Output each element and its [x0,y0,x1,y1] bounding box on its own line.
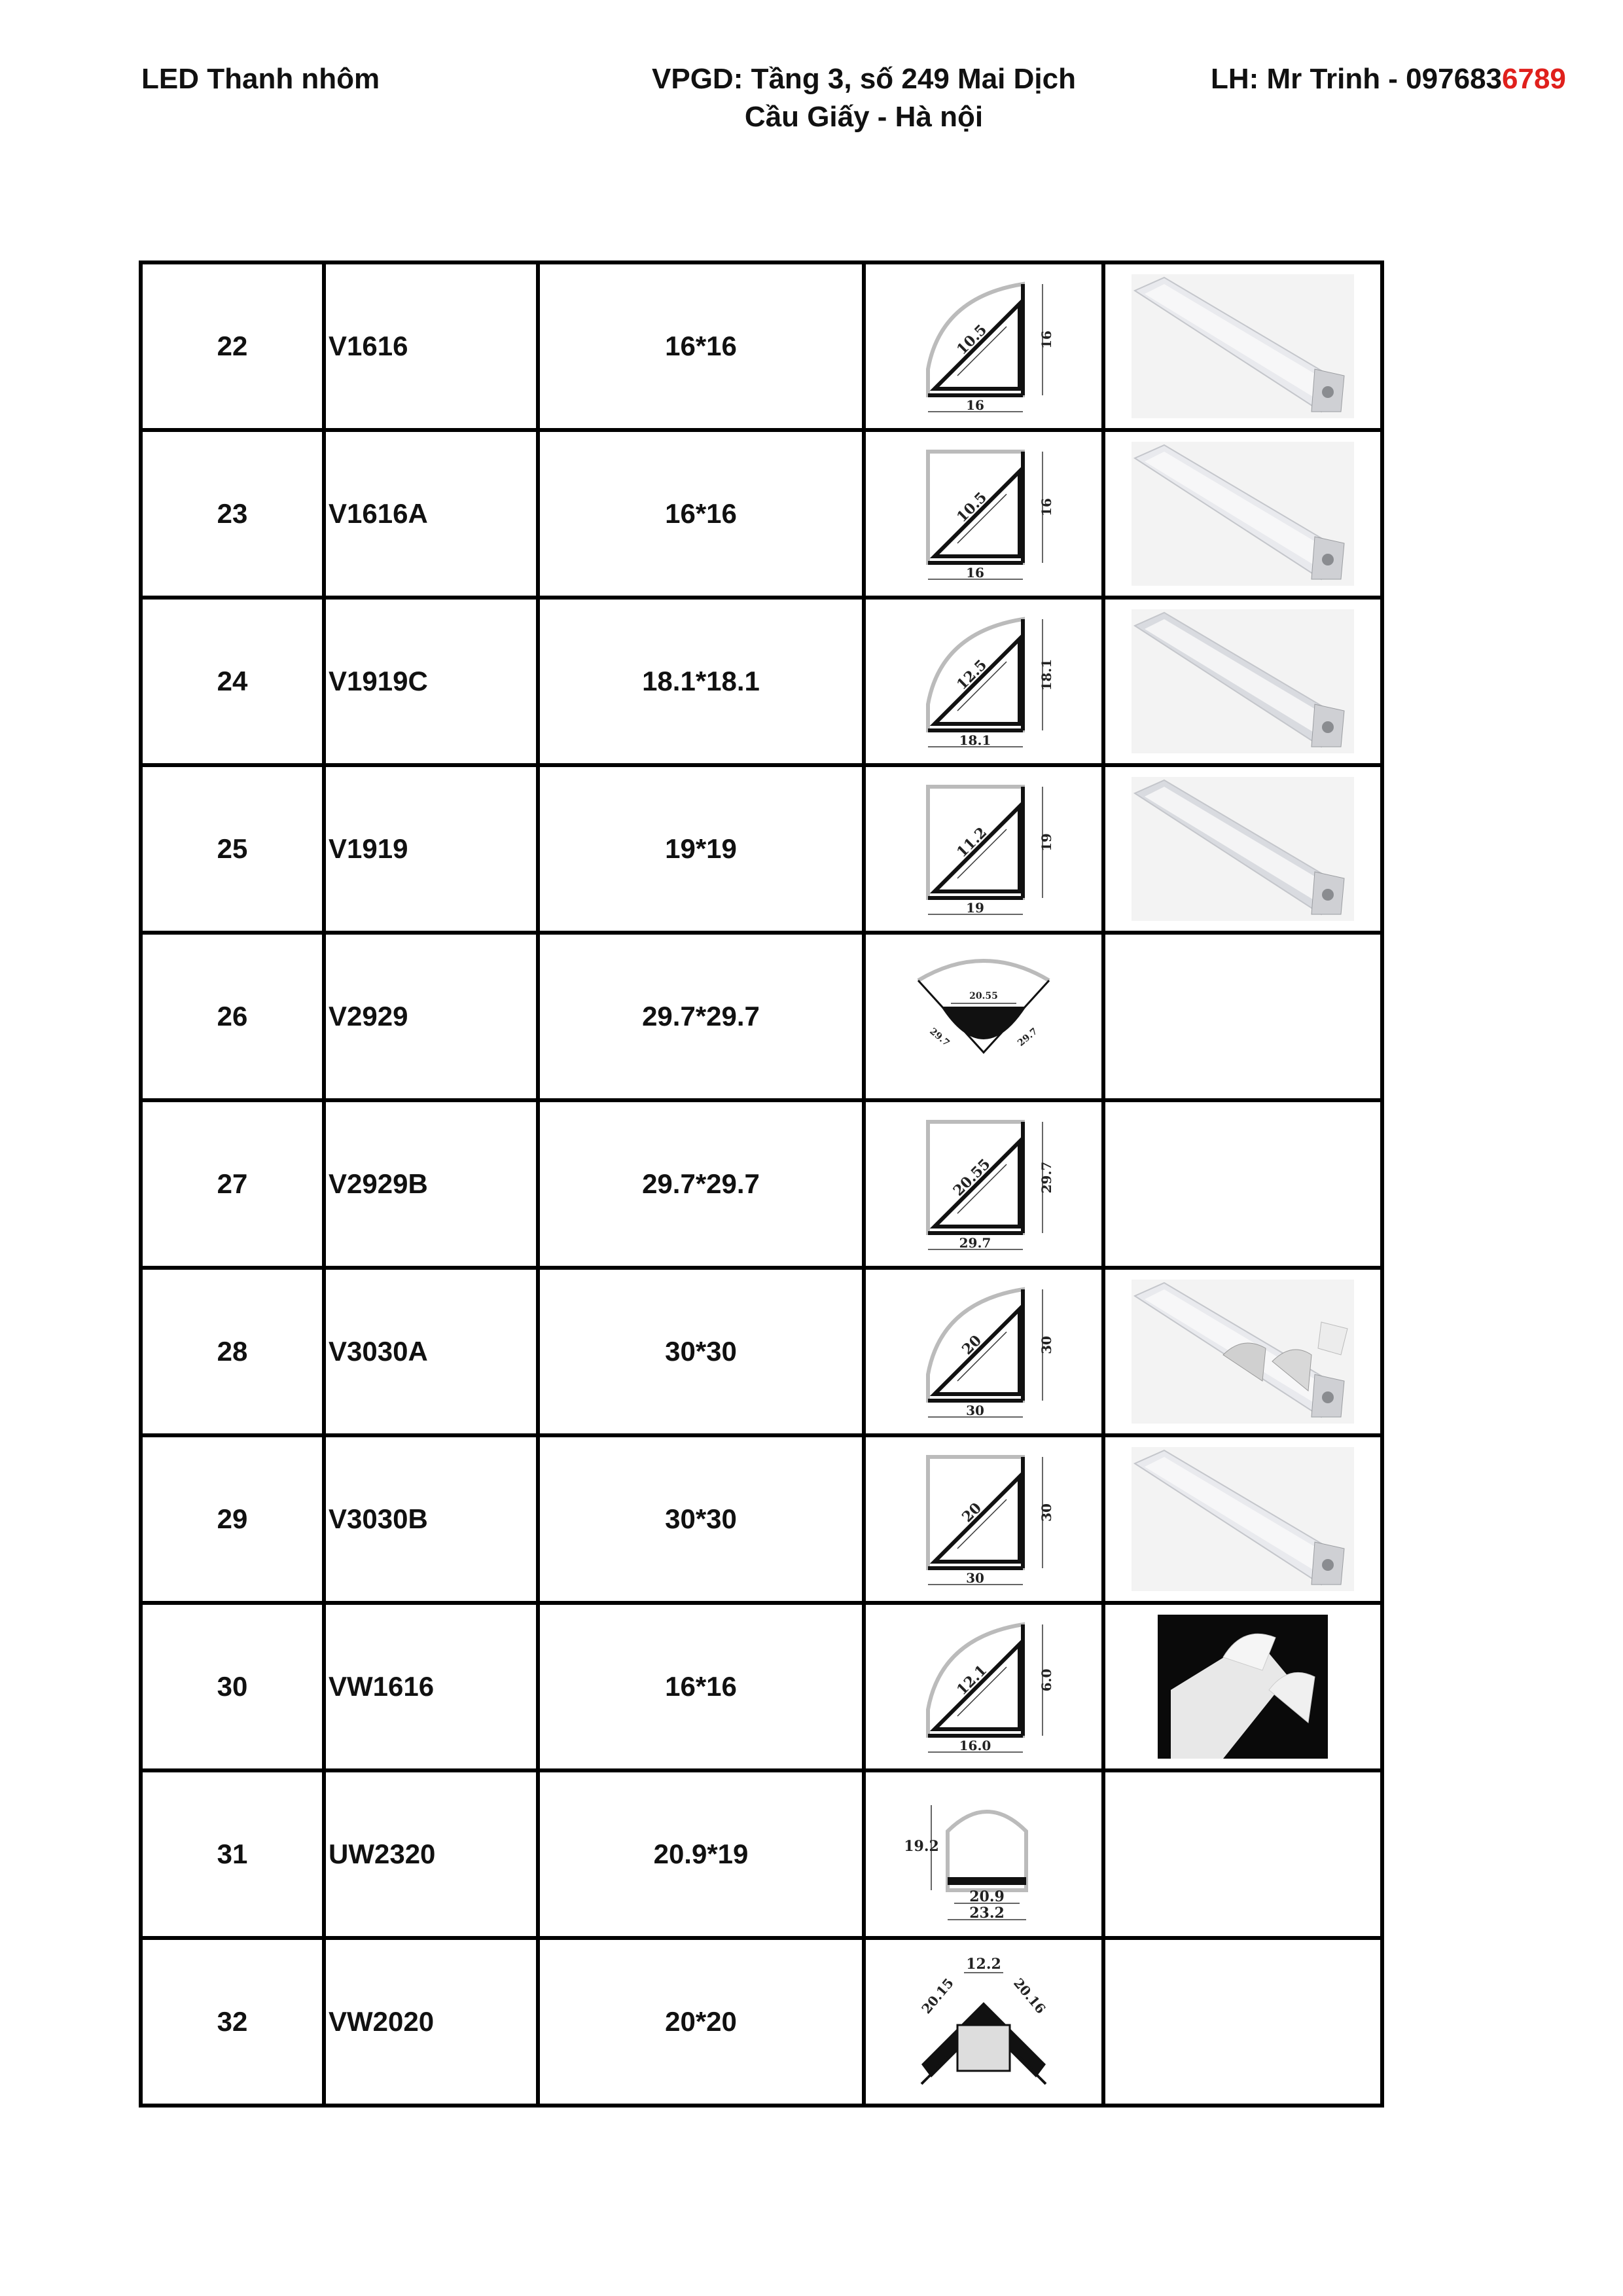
product-size: 20.9*19 [538,1770,864,1938]
product-photo-cell [1103,1603,1382,1770]
dimension-label: 11.2 [953,823,991,861]
row-number: 27 [141,1100,324,1268]
product-photo [1125,774,1361,924]
table-row [141,1100,1382,1268]
profile-drawing [902,606,1065,757]
product-photo-cell [1103,598,1382,765]
office-address [576,60,1152,136]
dimension-label: 20.16 [1010,1975,1049,2017]
dimension-label: 20.15 [918,1975,957,2017]
table-row [141,598,1382,765]
dimension-label: 19 [966,900,984,916]
dimension-label: 29.7 [1039,1161,1054,1194]
product-photo-cell [1103,1268,1382,1435]
product-photo [1125,606,1361,757]
dimension-label: 18.1 [1039,658,1054,691]
profile-drawing-cell [864,765,1103,933]
table-row [141,765,1382,933]
table-row [141,262,1382,430]
profile-drawing [902,439,1065,589]
dimension-label: 20 [959,1332,986,1359]
dimension-label: 29.7 [1016,1026,1040,1049]
row-number: 29 [141,1435,324,1603]
profile-drawing-cell [864,1100,1103,1268]
product-size: 29.7*29.7 [538,933,864,1100]
profile-drawing-cell [864,1603,1103,1770]
dimension-label: 30 [966,1403,984,1418]
profile-drawing [902,1276,1065,1427]
profile-drawing-cell [864,430,1103,598]
dimension-label: 16 [1039,331,1054,349]
dimension-label: 16.0 [959,1738,991,1753]
profile-drawing-cell [864,598,1103,765]
profile-drawing [902,271,1065,422]
contact-info [1211,60,1566,98]
product-code: VW2020 [329,2006,435,2037]
dimension-label: 19 [1039,833,1054,852]
product-size: 16*16 [538,1603,864,1770]
table-row [141,1435,1382,1603]
profile-drawing-cell [864,1938,1103,2106]
row-number: 23 [141,430,324,598]
dimension-label: 23.2 [969,1905,1005,1922]
product-code: V2929 [329,1001,408,1031]
dimension-label: 30 [966,1570,984,1586]
row-number: 32 [141,1938,324,2106]
profile-drawing [902,1779,1065,1929]
profile-drawing [902,1946,1065,2097]
profile-drawing-cell [864,933,1103,1100]
product-size: 20*20 [538,1938,864,2106]
product-code: V3030A [329,1336,428,1367]
row-number: 30 [141,1603,324,1770]
address-line-2: Cầu Giấy - Hà nội [744,101,984,133]
product-photo-cell [1103,430,1382,598]
product-photo [1125,1611,1361,1762]
dimension-label: 20.55 [969,991,998,1001]
table-row [141,1770,1382,1938]
profile-drawing [902,1611,1065,1762]
row-number: 22 [141,262,324,430]
dimension-label: 29.7 [959,1235,991,1251]
dimension-label: 12.1 [953,1661,991,1699]
product-code-cell [324,1938,538,2106]
product-code-cell [324,1603,538,1770]
product-code: V1919C [329,666,428,696]
dimension-label: 16 [966,397,984,413]
product-code-cell [324,765,538,933]
product-size: 19*19 [538,765,864,933]
dimension-label: 30 [1039,1503,1054,1522]
row-number: 31 [141,1770,324,1938]
contact-highlight: 6789 [1502,63,1566,95]
table-row [141,430,1382,598]
product-code: V1616 [329,331,408,361]
product-code-cell [324,1435,538,1603]
product-photo [1125,1276,1361,1427]
row-number: 25 [141,765,324,933]
product-photo-cell [1103,262,1382,430]
dimension-label: 18.1 [959,732,991,748]
dimension-label: 19.2 [904,1838,939,1855]
dimension-label: 20 [959,1499,986,1526]
profile-drawing-cell [864,262,1103,430]
address-line-1: VPGD: Tầng 3, số 249 Mai Dịch [652,63,1076,95]
product-photo-cell [1103,1938,1382,2106]
dimension-label: 10.5 [953,488,991,526]
dimension-label: 10.5 [953,321,991,359]
product-code-cell [324,1268,538,1435]
profile-drawing [902,1444,1065,1594]
profile-drawing [902,774,1065,924]
dimension-label: 29.7 [927,1026,952,1049]
row-number: 28 [141,1268,324,1435]
product-size: 18.1*18.1 [538,598,864,765]
product-table [139,260,1384,2108]
product-code: V2929B [329,1168,428,1199]
product-code: V1919 [329,833,408,864]
product-code: UW2320 [329,1839,436,1869]
dimension-label: 6.0 [1039,1668,1054,1692]
product-code: V3030B [329,1503,428,1534]
product-code-cell [324,430,538,598]
product-photo [1125,439,1361,589]
profile-drawing-cell [864,1268,1103,1435]
company-name: LED Thanh nhôm [141,63,380,95]
profile-drawing-cell [864,1435,1103,1603]
product-size: 30*30 [538,1435,864,1603]
product-photo-cell [1103,1100,1382,1268]
product-code-cell [324,1770,538,1938]
dimension-label: 20.9 [969,1888,1005,1905]
product-code: VW1616 [329,1671,435,1702]
profile-drawing [902,941,1065,1092]
dimension-label: 16 [1039,498,1054,516]
contact-prefix: LH: Mr Trinh - 097683 [1211,63,1503,95]
product-size: 29.7*29.7 [538,1100,864,1268]
product-size: 30*30 [538,1268,864,1435]
product-photo-cell [1103,765,1382,933]
table-row [141,1603,1382,1770]
dimension-label: 16 [966,565,984,581]
product-photo-cell [1103,1770,1382,1938]
dimension-label: 12.5 [953,656,991,694]
dimension-label: 30 [1039,1336,1054,1354]
product-size: 16*16 [538,430,864,598]
product-size: 16*16 [538,262,864,430]
row-number: 26 [141,933,324,1100]
dimension-label: 20.55 [950,1155,994,1200]
product-photo-cell [1103,1435,1382,1603]
table-row [141,1268,1382,1435]
product-photo [1125,271,1361,422]
product-photo-cell [1103,933,1382,1100]
product-code-cell [324,598,538,765]
table-row [141,1938,1382,2106]
row-number: 24 [141,598,324,765]
profile-drawing-cell [864,1770,1103,1938]
dimension-label: 12.2 [966,1956,1001,1973]
table-row [141,933,1382,1100]
product-code-cell [324,933,538,1100]
product-code: V1616A [329,498,428,529]
product-code-cell [324,262,538,430]
product-photo [1125,1444,1361,1594]
profile-drawing [902,1109,1065,1259]
product-code-cell [324,1100,538,1268]
